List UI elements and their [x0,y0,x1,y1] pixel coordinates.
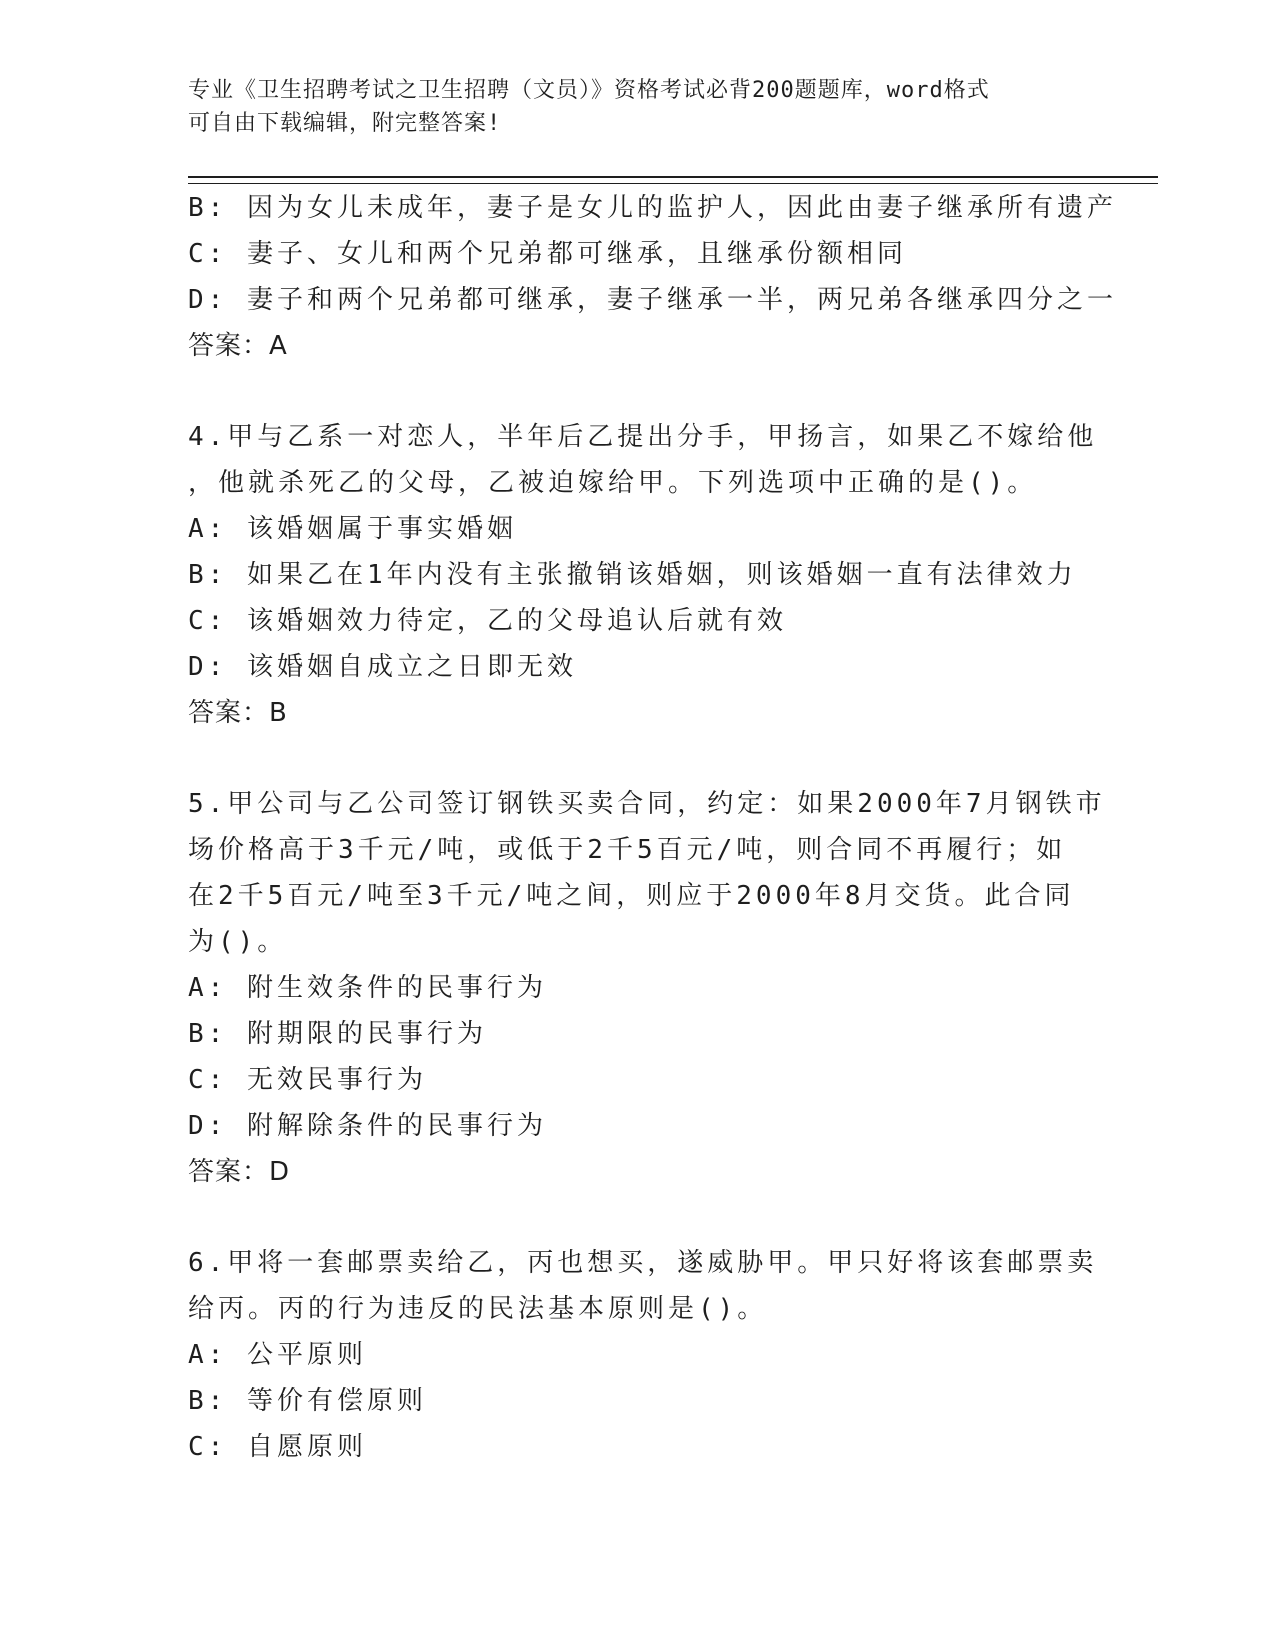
question-text [188,414,1098,506]
question-text-line: 场价格高于3千元/吨，或低于2千5百元/吨，则合同不再履行；如 [188,835,1067,865]
spacer [188,736,1088,781]
header-title-line-1: 专业《卫生招聘考试之卫生招聘（文员）》资格考试必背200题题库，word格式 [188,78,990,103]
question-text [188,1240,1098,1332]
option-d: D: 妻子和两个兄弟都可继承，妻子继承一半，两兄弟各继承四分之一 [188,285,1117,315]
option-b: B: 等价有偿原则 [188,1386,427,1416]
spacer [188,369,1088,414]
option-c: C: 妻子、女儿和两个兄弟都可继承，且继承份额相同 [188,239,907,269]
option-c: C: 无效民事行为 [188,1065,427,1095]
header-title-line-2: 可自由下载编辑，附完整答案! [188,111,502,136]
option-a: A: 该婚姻属于事实婚姻 [188,514,517,544]
spacer [188,1195,1088,1240]
page-header [188,74,1088,140]
option-a: A: 公平原则 [188,1340,367,1370]
question-6 [188,1240,1098,1470]
document-body [188,185,1117,1470]
question-text-line: 5.甲公司与乙公司签订钢铁买卖合同，约定：如果2000年7月钢铁市 [188,789,1106,819]
question-4 [188,414,1098,736]
question-text-line: 为()。 [188,927,288,957]
question-text [188,781,1106,965]
question-text-line: 在2千5百元/吨至3千元/吨之间，则应于2000年8月交货。此合同 [188,881,1075,911]
question-5 [188,781,1106,1195]
option-c: C: 自愿原则 [188,1432,367,1462]
header-divider-thick [188,176,1158,178]
question-text-line: ，他就杀死乙的父母，乙被迫嫁给甲。下列选项中正确的是()。 [188,468,1038,498]
option-b: B: 如果乙在1年内没有主张撤销该婚姻，则该婚姻一直有法律效力 [188,560,1077,590]
answer-line: 答案：A [188,331,288,361]
option-d: D: 该婚姻自成立之日即无效 [188,652,577,682]
option-b: B: 因为女儿未成年，妻子是女儿的监护人，因此由妻子继承所有遗产 [188,193,1117,223]
question-text-line: 4.甲与乙系一对恋人，半年后乙提出分手，甲扬言，如果乙不嫁给他 [188,422,1098,452]
answer-line: 答案：B [188,698,288,728]
option-d: D: 附解除条件的民事行为 [188,1111,547,1141]
option-a: A: 附生效条件的民事行为 [188,973,547,1003]
question-text-line: 给丙。丙的行为违反的民法基本原则是()。 [188,1294,768,1324]
question-3-continued [188,185,1117,369]
option-c: C: 该婚姻效力待定，乙的父母追认后就有效 [188,606,787,636]
answer-line: 答案：D [188,1157,291,1187]
header-divider-thin [188,183,1158,184]
option-b: B: 附期限的民事行为 [188,1019,487,1049]
question-text-line: 6.甲将一套邮票卖给乙，丙也想买，遂威胁甲。甲只好将该套邮票卖 [188,1248,1098,1278]
